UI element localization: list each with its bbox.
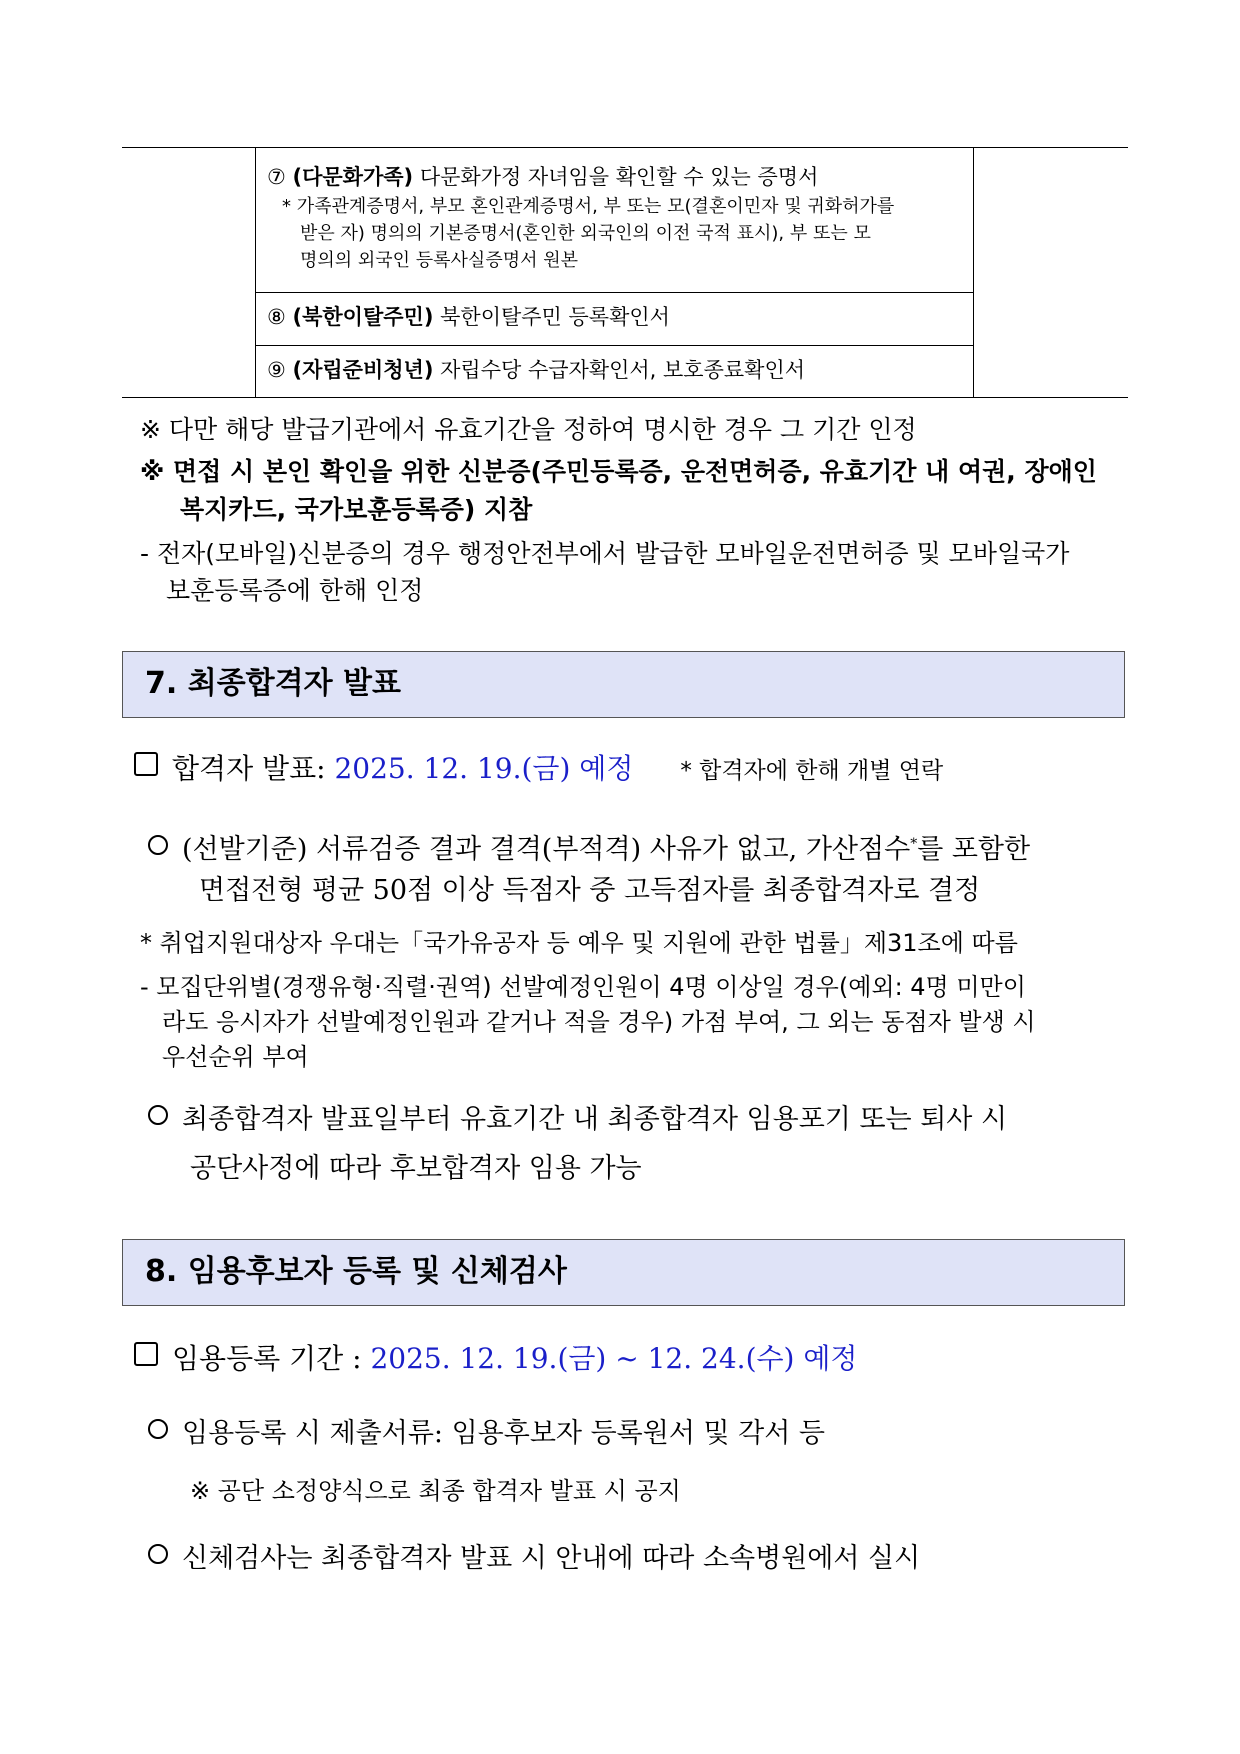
- table-row-multicultural: [267, 163, 967, 191]
- announcement-line: [134, 749, 943, 791]
- registration-period-line: [134, 1339, 857, 1379]
- announcement-note: * 합격자에 한해 개별 연락: [680, 758, 944, 784]
- criteria-footnote-mark: *: [910, 836, 918, 852]
- checkbox-square-icon: [134, 752, 158, 776]
- table-row-north-korean-defector: [267, 303, 967, 331]
- health-check-text: 신체검사는 최종합격자 발표 시 안내에 따라 소속병원에서 실시: [182, 1543, 921, 1574]
- mobile-id-note-cont: 보훈등록증에 한해 인정: [166, 576, 424, 605]
- documents-text: 임용등록 시 제출서류: 임용후보자 등록원서 및 각서 등: [182, 1418, 825, 1449]
- note-line: 명의의 외국인 등록사실증명서 원본: [300, 250, 578, 271]
- row-marker: ⑦: [267, 165, 286, 189]
- table-row-independent-youth: [267, 356, 967, 384]
- multicultural-note: [282, 193, 977, 274]
- law-note: * 취업지원대상자 우대는「국가유공자 등 예우 및 지원에 관한 법률」제31조에 따름: [140, 929, 1018, 957]
- registration-label: 임용등록 기간 :: [172, 1342, 362, 1375]
- announcement-date: 2025. 12. 19.(금) 예정: [334, 752, 634, 785]
- note-line: * 가족관계증명서, 부모 혼인관계증명서, 부 또는 모(결혼이민자 및 귀화허가를: [282, 196, 895, 217]
- backup-candidate-rule-cont: 공단사정에 따라 후보합격자 임용 가능: [190, 1153, 642, 1184]
- row-text: 자립수당 수급자확인서, 보호종료확인서: [440, 358, 806, 382]
- row-text: 다문화가정 자녀임을 확인할 수 있는 증명서: [419, 165, 819, 189]
- mobile-id-note: - 전자(모바일)신분증의 경우 행정안전부에서 발급한 모바일운전면허증 및 모바일국가: [140, 539, 1070, 568]
- circle-bullet-icon: [148, 1419, 168, 1439]
- row-marker: ⑧: [267, 305, 286, 329]
- validity-note: ※ 다만 해당 발급기관에서 유효기간을 정하여 명시한 경우 그 기간 인정: [140, 415, 917, 444]
- section-title: 8. 임용후보자 등록 및 신체검사: [145, 1254, 567, 1289]
- announcement-label: 합격자 발표:: [172, 752, 326, 785]
- bonus-points-note-cont: 라도 응시자가 선발예정인원과 같거나 적을 경우) 가점 부여, 그 외는 동점자 발생 시: [162, 1008, 1036, 1036]
- row-label: (자립준비청년): [292, 358, 434, 382]
- table-left-divider: [255, 147, 256, 398]
- backup-candidate-rule: [148, 1095, 1007, 1145]
- documents-form-note: ※ 공단 소정양식으로 최종 합격자 발표 시 공지: [190, 1477, 681, 1505]
- id-card-note-cont: 복지카드, 국가보훈등록증) 지참: [180, 495, 533, 524]
- section-header-final-results: [122, 651, 1125, 718]
- backup-text: 최종합격자 발표일부터 유효기간 내 최종합격자 임용포기 또는 퇴사 시: [182, 1104, 1008, 1135]
- table-row-divider: [255, 345, 973, 346]
- bonus-points-note-cont2: 우선순위 부여: [162, 1043, 309, 1071]
- criteria-text: (선발기준) 서류검증 결과 결격(부적격) 사유가 없고, 가산점수: [182, 834, 911, 865]
- note-line: 받은 자) 명의의 기본증명서(혼인한 외국인의 이전 국적 표시), 부 또는 모: [300, 223, 871, 244]
- table-row-divider: [255, 292, 973, 293]
- table-top-border: [122, 147, 1128, 148]
- health-check-info: [148, 1534, 920, 1584]
- row-marker: ⑨: [267, 358, 286, 382]
- bonus-points-note: - 모집단위별(경쟁유형·직렬·권역) 선발예정인원이 4명 이상일 경우(예외: 4명 미만이: [140, 973, 1026, 1001]
- criteria-text-cont: 를 포함한: [917, 834, 1031, 865]
- table-bottom-border: [122, 397, 1128, 398]
- selection-criteria-cont: 면접전형 평균 50점 이상 득점자 중 고득점자를 최종합격자로 결정: [199, 875, 981, 906]
- registration-documents: [148, 1409, 825, 1459]
- row-text: 북한이탈주민 등록확인서: [440, 305, 670, 329]
- checkbox-square-icon: [134, 1342, 158, 1366]
- row-label: (북한이탈주민): [292, 305, 434, 329]
- eligibility-document-table: [122, 147, 1128, 398]
- section-title: 7. 최종합격자 발표: [145, 666, 402, 701]
- registration-date: 2025. 12. 19.(금) ~ 12. 24.(수) 예정: [370, 1342, 858, 1375]
- circle-bullet-icon: [148, 1544, 168, 1564]
- circle-bullet-icon: [148, 1105, 168, 1125]
- section-header-registration: [122, 1239, 1125, 1306]
- id-card-note: ※ 면접 시 본인 확인을 위한 신분증(주민등록증, 운전면허증, 유효기간 내 여권, 장애인: [140, 457, 1097, 486]
- row-label: (다문화가족): [292, 165, 414, 189]
- circle-bullet-icon: [148, 835, 168, 855]
